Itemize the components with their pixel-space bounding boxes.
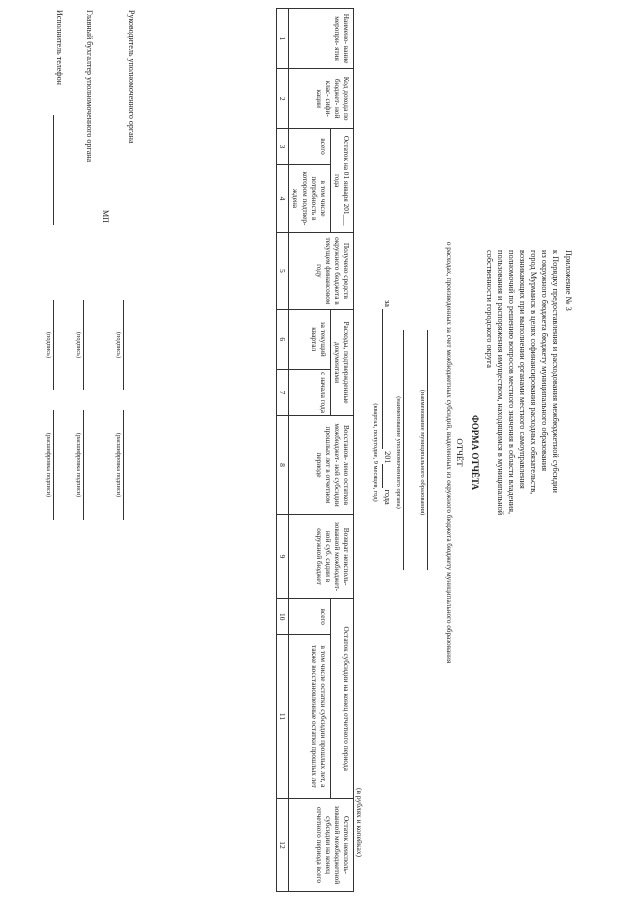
subheader-cell: в том числе потребность в котором подтвер- ждена <box>289 164 330 232</box>
period-prefix: за <box>382 300 392 307</box>
period-line <box>382 300 392 620</box>
column-number: 2 <box>276 69 288 129</box>
appendix-line: пользования и распоряжения имуществом, находящимся в муниципальной <box>495 250 505 516</box>
column-number: 7 <box>276 369 288 415</box>
stamp-mark: МП <box>101 210 110 223</box>
header-cell: Получено средств окружного бюджета в текущем финансовом году <box>289 233 354 310</box>
appendix-line: город Мурманск в целях софинансирования расходных обязательств, <box>528 250 538 495</box>
subheader-cell: всего <box>289 129 330 165</box>
report-title: ОТЧЁТ <box>455 438 465 467</box>
municipality-hint: (наименование муниципального образования) <box>419 389 426 516</box>
header-cell: Код дохода по бюджет- ной клас- сифи- кации <box>289 69 354 129</box>
subheader-cell: в том числе остатки субсидии прошлых лет, а также восстановленные остатки прошлых лет <box>289 634 330 798</box>
column-number: 8 <box>276 416 288 514</box>
head-decode-line <box>123 410 132 520</box>
column-number: 11 <box>276 634 288 798</box>
appendix-line: к Порядку предоставления и расходования межбюджетной субсидии <box>550 250 560 493</box>
executor-decode-line <box>53 410 62 520</box>
column-number: 12 <box>276 798 288 891</box>
authority-blank-line <box>403 330 414 570</box>
executor-signature-hint: (подпись) <box>45 331 52 359</box>
units-note: (в рублях и копейках) <box>355 788 364 858</box>
column-number: 3 <box>276 129 288 165</box>
executor-signature-line <box>53 300 62 390</box>
accountant-decode-hint: (расшифровка подписи) <box>75 432 82 498</box>
executor-decode-hint: (расшифровка подписи) <box>45 432 52 498</box>
head-signature-hint: (подпись) <box>115 331 122 359</box>
appendix-line: полномочий по решению вопросов местного значения в области владения, <box>506 250 516 515</box>
column-number: 1 <box>276 9 288 69</box>
head-signature-line <box>123 300 132 390</box>
accountant-decode-line <box>83 410 92 520</box>
header-cell: Наимено- вание меропри- ятия <box>289 9 354 69</box>
column-number-row <box>276 9 288 892</box>
column-number: 10 <box>276 599 288 635</box>
column-number: 4 <box>276 164 288 232</box>
appendix-title: Приложение № 3 <box>564 250 573 311</box>
authority-hint: (наименование уполномоченного органа) <box>395 396 402 509</box>
period-suffix: года <box>382 489 392 505</box>
period-year-prefix: 201 <box>382 451 392 464</box>
header-cell: Восстанов- лено остатков межбюджет- ной субсидии прошлых лет в отчетном периоде <box>289 416 354 514</box>
municipality-blank-line <box>427 330 438 570</box>
header-cell: Расходы, подтвержденные документами <box>330 309 353 416</box>
period-year-blank <box>382 464 392 488</box>
table-header-row <box>330 9 353 892</box>
header-cell: Остаток на 01 января 201___ года <box>330 129 353 233</box>
subheader-cell: всего <box>289 599 330 635</box>
header-cell: Остаток неисполь- зованной межбюджетной субсидии на конец отчетного периода всего <box>289 798 354 891</box>
appendix-line: из окружного бюджета бюджету муниципального образования <box>539 250 549 472</box>
accountant-label: Главный бухгалтер уполномоченного органа <box>85 10 94 163</box>
appendix-block <box>484 250 574 710</box>
subheader-cell: за текущий квартал <box>289 309 330 369</box>
period-hint: (квартал, полугодие, 9 месяцев, год) <box>372 403 379 502</box>
column-number: 9 <box>276 514 288 599</box>
head-label: Руководитель уполномоченного органа <box>127 10 136 144</box>
report-subtitle: о расходах, произведенных за счет межбюджетных субсидий, выделенных из окружного бюджета бюджету муниципального образования <box>445 241 453 664</box>
executor-label: Исполнитель телефон <box>55 10 64 85</box>
executor-phone-line <box>53 115 62 225</box>
accountant-signature-hint: (подпись) <box>75 331 82 359</box>
report-table <box>276 8 354 892</box>
header-cell: Остаток субсидии на конец отчетного периода <box>330 599 353 799</box>
form-title: ФОРМА ОТЧЁТА <box>470 414 480 491</box>
head-decode-hint: (расшифровка подписи) <box>115 432 122 498</box>
period-blank <box>382 309 392 449</box>
column-number: 5 <box>276 233 288 310</box>
appendix-line: возникающих при выполнении органами местного самоуправления <box>517 250 527 489</box>
accountant-signature-line <box>83 300 92 390</box>
appendix-line: собственности городского округа <box>484 250 494 368</box>
header-cell: Возврат неисполь- зованной межбюджет- ной суб. сидии в окружной бюджет <box>289 514 354 599</box>
column-number: 6 <box>276 309 288 369</box>
subheader-cell: с начала года <box>289 369 330 415</box>
